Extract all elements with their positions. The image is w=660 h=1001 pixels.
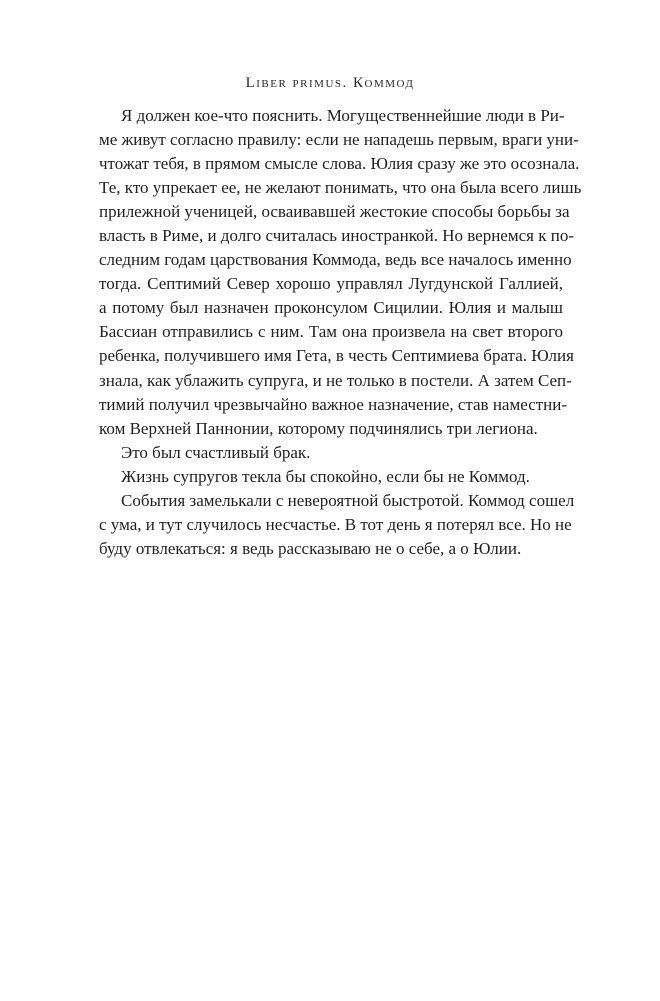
text-line: ком Верхней Паннонии, которому подчинялись три легиона. [99,418,538,438]
text-line: Я должен кое-что пояснить. Могущественнейшие люди в Ри- [121,106,565,125]
text-line: Жизнь супругов текла бы спокойно, если бы не Коммод. [121,466,530,486]
text-line: ме живут согласно правилу: если не нападешь первым, враги уни- [99,130,579,150]
text-line: тогда. Септимий Север хорошо управлял Лугдунской Галлией, [99,274,563,294]
text-line: буду отвлекаться: я ведь рассказываю не о себе, а о Юлии. [99,538,522,558]
text-line: следним годам царствования Коммода, ведь все началось именно [99,250,572,270]
text-line: События замелькали с невероятной быстротой. Коммод сошел [121,490,575,510]
text-line: власть в Риме, и долго считалась иностранкой. Но вернемся к по- [99,226,574,246]
running-head: Liber primus. Коммод [245,75,415,91]
text-line: знала, как ублажить супруга, и не только в постели. А затем Сеп- [99,370,572,390]
text-line: Бассиан отправились с ним. Там она произвела на свет второго [99,322,563,342]
text-line: чтожат тебя, в прямом смысле слова. Юлия сразу же это осознала. [99,154,580,174]
text-line: а потому был назначен проконсулом Сицилии. Юлия и малыш [99,298,563,318]
text-line: ребенка, получившего имя Гета, в честь Септимиева брата. Юлия [99,346,574,366]
text-line: с ума, и тут случилось несчастье. В тот день я потерял все. Но не [99,514,572,534]
text-line: Те, кто упрекает ее, не желают понимать, что она была всего лишь [99,178,582,198]
body-text [99,104,582,561]
text-line: тимий получил чрезвычайно важное назначение, став наместни- [99,394,568,414]
text-line: Это был счастливый брак. [121,442,311,462]
text-line: прилежной ученицей, осваивавшей жестокие способы борьбы за [99,202,570,222]
